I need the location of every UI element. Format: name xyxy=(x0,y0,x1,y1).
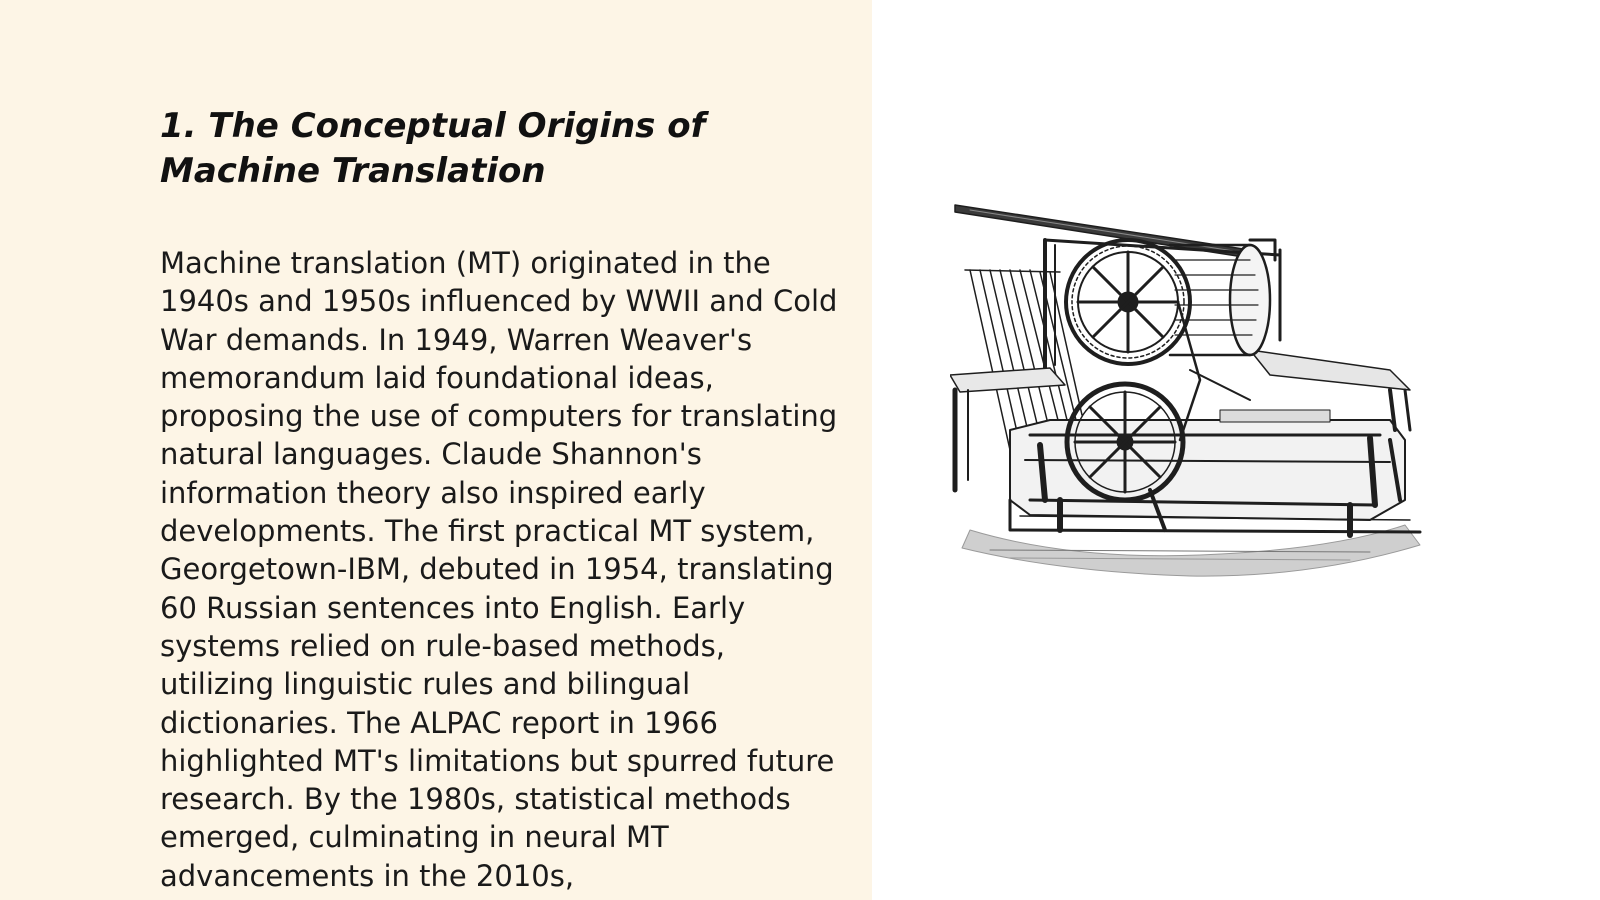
printing-press-illustration xyxy=(950,200,1460,590)
slide-body-text: Machine translation (MT) originated in the 1940s and 1950s influenced by WWII and Cold War demands. In 1949, Warren Weaver's memorandum laid foundational ideas, proposing the use of computers for translating natural languages. Claude Shannon's information theory also inspired early developments. The first practical MT system, Georgetown-IBM, debuted in 1954, translating 60 Russian sentences into English. Early systems relied on rule-based methods, utilizing linguistic rules and bilingual dictionaries. The ALPAC report in 1966 highlighted MT's limitations but spurred future research. By the 1980s, statistical methods emerged, culminating in neural MT advancements in the 2010s, xyxy=(160,246,838,893)
slide-title: 1. The Conceptual Origins of Machine Translation xyxy=(160,106,706,191)
